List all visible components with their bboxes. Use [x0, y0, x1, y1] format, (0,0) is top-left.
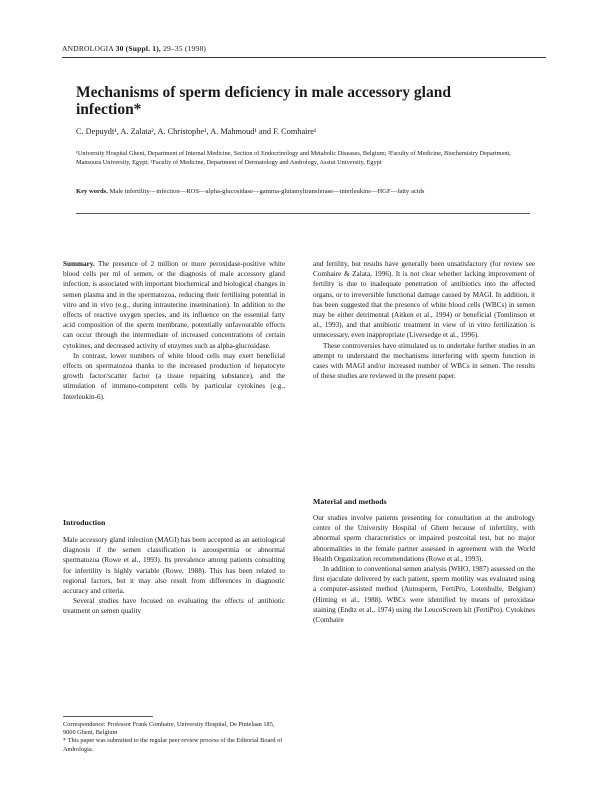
keywords-text: Male infertility—infection—ROS—alpha-glucosidase—gamma-glutamyltransferase—interleukins—HGF—fatty acids: [109, 188, 425, 195]
header-rule: [62, 57, 546, 58]
article-title: Mechanisms of sperm deficiency in male accessory gland infection*: [76, 84, 451, 118]
methods-section: [313, 513, 535, 625]
submission-note: * This paper was submitted to the regular peer review process of the Editorial Board of Andrologia.: [63, 737, 283, 753]
keywords: [76, 187, 536, 197]
summary-text-1: The presence of 2 million or more peroxidase-positive white blood cells per ml of semen, or the diagnosis of male accessory gland infection, is associated with important biochemical and biological changes in semen plasma and in the spermatozoa, reducing their fertilising potential in vitro and in vivo (e.g., during intrauterine insemination). In addition to the effects of reactive oxygen species, and its influence on the essential fatty acid composition of the sperm membrane, potentially unfavourable effects can occur through the intermediate of increased concentrations of certain cytokines, and decreased activity of enzymes such as alpha-glucosidase.: [63, 260, 286, 350]
footnote-rule: [63, 716, 153, 717]
affiliations: ¹University Hospital Ghent, Department of Internal Medicine, Section of Endocrinology and Metabolic Diseases, Belgium; ²Faculty of Medicine, Biochemistry Department, Mansoura University, Egypt; ³Faculty of Medicine, Department of Dermatology and Andrology, Assiut University, Egypt: [76, 150, 511, 166]
abstract-rule: [76, 213, 530, 214]
methods-paragraph-2: In addition to conventional semen analysis (WHO, 1987) assessed on the first ejaculate delivered by each patient, sperm motility was evaluated using a computer-assisted method (Autosperm, FertiPro, Lotenhulle, Belgium) (Hinting et al., 1988). WBCs were identified by means of peroxidase staining (Endtz et al., 1974) using the LeucoScreen kit (FertiPro). Cytokines (Comhaire: [313, 565, 535, 625]
summary-label: Summary.: [63, 260, 95, 268]
journal-pages: 29–35 (1998): [163, 44, 207, 53]
intro-continued-section: [313, 259, 535, 381]
introduction-section: [63, 535, 285, 617]
journal-name: ANDROLOGIA: [62, 44, 114, 53]
introduction-paragraph-1: Male accessory gland infection (MAGI) has been accepted as an aetiological diagnosis if the semen classification is azoospermia or abnormal spermatozoa (Rowe et al., 1993). Its prevalence among patients consulting for infertility is highly variable (Rowe, 1988). This has been related to regional factors, but it may also result from differences in diagnostic accuracy and criteria.: [63, 536, 285, 596]
methods-paragraph-1: Our studies involve patients presenting for consultation at the andrology centre of the University Hospital of Ghent because of infertility, with abnormal sperm characteristics or impaired postcoital test, but no major abnormalities in the female partner assessed in agreement with the World Health Organization recommendations (Rowe et al., 1993).: [313, 514, 535, 563]
introduction-heading: Introduction: [63, 518, 106, 527]
summary-paragraph-1: [63, 259, 285, 351]
intro-continued-paragraph-1: and fertility, but results have generally been unsatisfactory (for review see Comhaire & Zalata, 1996). It is not clear whether lacking improvement of fertility is due to inadequate penetration of antibiotics into the affected organs, or to irreversible functional damage caused by MAGI. In addition, it has been suggested that the presence of white blood cells (WBCs) in semen may be either detrimental (Aitken et al., 1994) or beneficial (Tomlinson et al., 1993), and that antibiotic treatment in view of in vitro fertilization is unnecessary, even inappropriate (Liversedge et al., 1996).: [313, 260, 535, 340]
footnotes: [63, 721, 285, 754]
correspondence-note: Correspondence: Professor Frank Comhaire, University Hospital, De Pintelaan 185, 9000 Ghent, Belgium: [63, 721, 275, 737]
intro-continued-paragraph-2: These controversies have stimulated us to undertake further studies in an attempt to understand the mechanisms interfering with sperm function in cases with MAGI and/or increased number of WBCs in semen. The results of these studies are reviewed in the present paper.: [313, 341, 535, 381]
journal-volume: 30 (Suppl. 1),: [115, 44, 161, 53]
journal-header: [62, 44, 206, 53]
summary-paragraph-2: In contrast, lower numbers of white blood cells may exert beneficial effects on spermatozoa thanks to the increased production of hepatocyte growth factor/scatter factor (a tissue repairing substance), and the stimulation of immuno-competent cells by particular cytokines (e.g., Interleukin-6).: [63, 351, 285, 401]
author-list: C. Depuydt¹, A. Zalata², A. Christophe¹, A. Mahmoud¹ and F. Comhaire¹: [76, 127, 317, 136]
summary-section: [63, 259, 285, 402]
methods-heading: Material and methods: [313, 497, 387, 506]
keywords-label: Key words.: [76, 188, 108, 195]
introduction-paragraph-2: Several studies have focused on evaluating the effects of antibiotic treatment on semen quality: [63, 597, 285, 616]
